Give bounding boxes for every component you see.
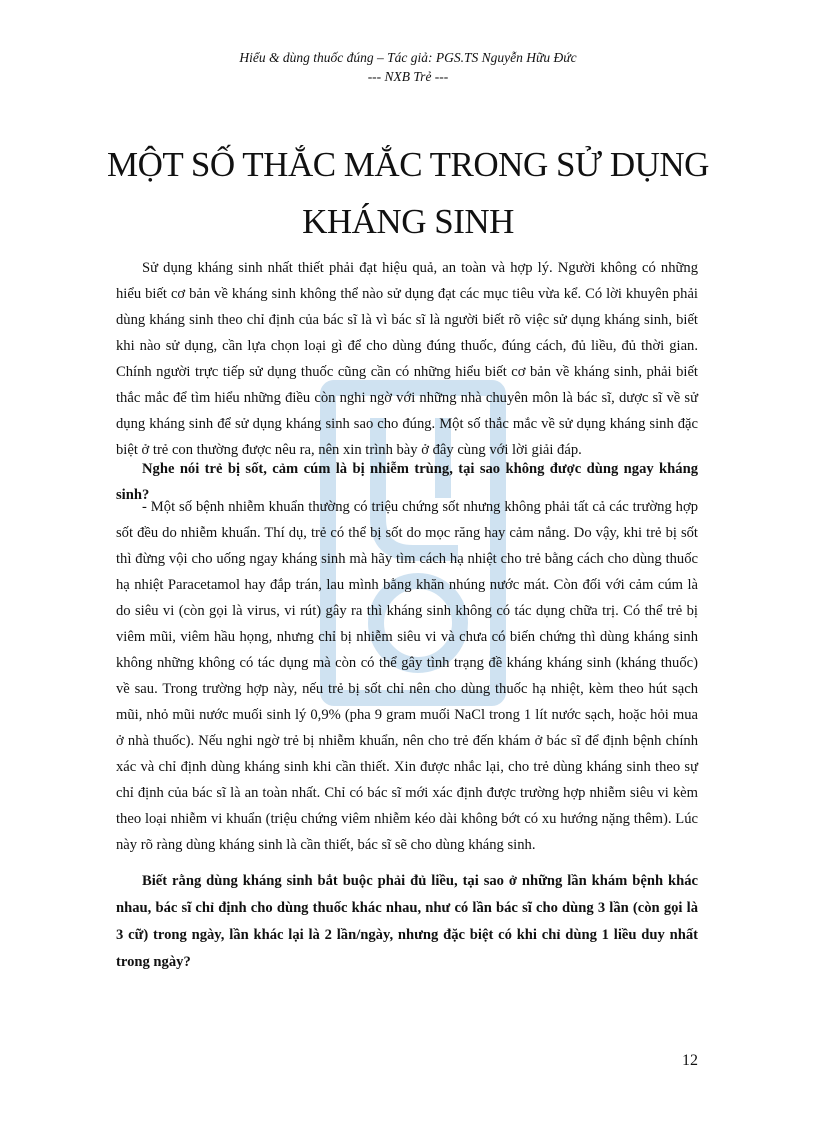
question-2-block xyxy=(116,868,698,976)
question-1: Nghe nói trẻ bị sốt, cảm cúm là bị nhiễm trùng, tại sao không được dùng ngay kháng sinh? xyxy=(116,461,698,503)
header-line-2: --- NXB Trẻ --- xyxy=(367,69,449,84)
intro-paragraph: Sử dụng kháng sinh nhất thiết phải đạt hiệu quả, an toàn và hợp lý. Người không có những hiểu biết cơ bản về kháng sinh không thể nào sử dụng đạt các mục tiêu vừa kể. Có lời khuyên phải dùng kháng sinh theo chỉ định của bác sĩ là vì bác sĩ là người biết rõ việc sử dụng kháng sinh, biết khi nào sử dụng, cần lựa chọn loại gì để cho dùng đúng thuốc, đúng cách, đủ liều, đủ thời gian. Chính người trực tiếp sử dụng thuốc cũng cần có những hiểu biết cơ bản về kháng sinh, phải biết thắc mắc để tìm hiểu những điều còn nghi ngờ với những nhà chuyên môn là bác sĩ, dược sĩ về sử dụng kháng sinh để sử dụng kháng sinh sao cho đúng. Một số thắc mắc về sử dụng kháng sinh đặc biệt ở trẻ con thường được nêu ra, nên xin trình bày ở đây cùng với lời giải đáp. xyxy=(116,260,698,458)
intro-paragraph-block xyxy=(116,255,698,463)
running-header xyxy=(0,48,816,86)
title-line-1: MỘT SỐ THẮC MẮC TRONG SỬ DỤNG xyxy=(107,145,709,184)
header-line-1: Hiểu & dùng thuốc đúng – Tác giả: PGS.TS Nguyễn Hữu Đức xyxy=(239,50,577,65)
page-number: 12 xyxy=(682,1052,698,1069)
answer-1: - Một số bệnh nhiễm khuẩn thường có triệu chứng sốt nhưng không phải tất cả các trường hợp sốt đều do nhiễm khuẩn. Thí dụ, trẻ có thể bị sốt do mọc răng hay cảm nắng. Do vậy, khi trẻ bị sốt thì đừng vội cho uống ngay kháng sinh mà hãy tìm cách hạ nhiệt cho trẻ bằng cách cho dùng thuốc hạ nhiệt Paracetamol hay đắp trán, lau mình bằng khăn nhúng nước mát. Còn đối với cảm cúm là do siêu vi (còn gọi là virus, vi rút) gây ra thì kháng sinh không có tác dụng chữa trị. Có thể trẻ bị viêm mũi, viêm hầu họng, nhưng chỉ bị nhiễm siêu vi và chưa có biến chứng thì dùng kháng sinh không những không có tác dụng mà còn có thể gây tình trạng đề kháng kháng sinh (kháng thuốc) về sau. Trong trường hợp này, nếu trẻ bị sốt chỉ nên cho dùng thuốc hạ nhiệt, kèm theo hút sạch mũi, nhỏ mũi nước muối sinh lý 0,9% (pha 9 gram muối NaCl trong 1 lít nước sạch, hoặc hỏi mua ở nhà thuốc). Nếu nghi ngờ trẻ bị nhiễm khuẩn, nên cho trẻ đến khám ở bác sĩ để định bệnh chính xác và chỉ định dùng kháng sinh khi cần thiết. Xin được nhắc lại, cho trẻ dùng kháng sinh theo sự chỉ định của bác sĩ là an toàn nhất. Chỉ có bác sĩ mới xác định được trường hợp nhiễm siêu vi kèm theo loại nhiễm vi khuẩn (triệu chứng viêm nhiễm kéo dài không bớt có xu hướng nặng thêm). Lúc này rõ ràng dùng kháng sinh là cần thiết, bác sĩ sẽ cho dùng kháng sinh. xyxy=(116,499,698,853)
answer-1-block xyxy=(116,494,698,858)
title-line-2: KHÁNG SINH xyxy=(302,202,514,241)
page-title xyxy=(0,136,816,250)
question-2: Biết rằng dùng kháng sinh bắt buộc phải đủ liều, tại sao ở những lần khám bệnh khác nhau, bác sĩ chỉ định cho dùng thuốc khác nhau, như có lần bác sĩ cho dùng 3 lần (còn gọi là 3 cữ) trong ngày, lần khác lại là 2 lần/ngày, nhưng đặc biệt có khi chỉ dùng 1 liều duy nhất trong ngày? xyxy=(116,873,698,970)
